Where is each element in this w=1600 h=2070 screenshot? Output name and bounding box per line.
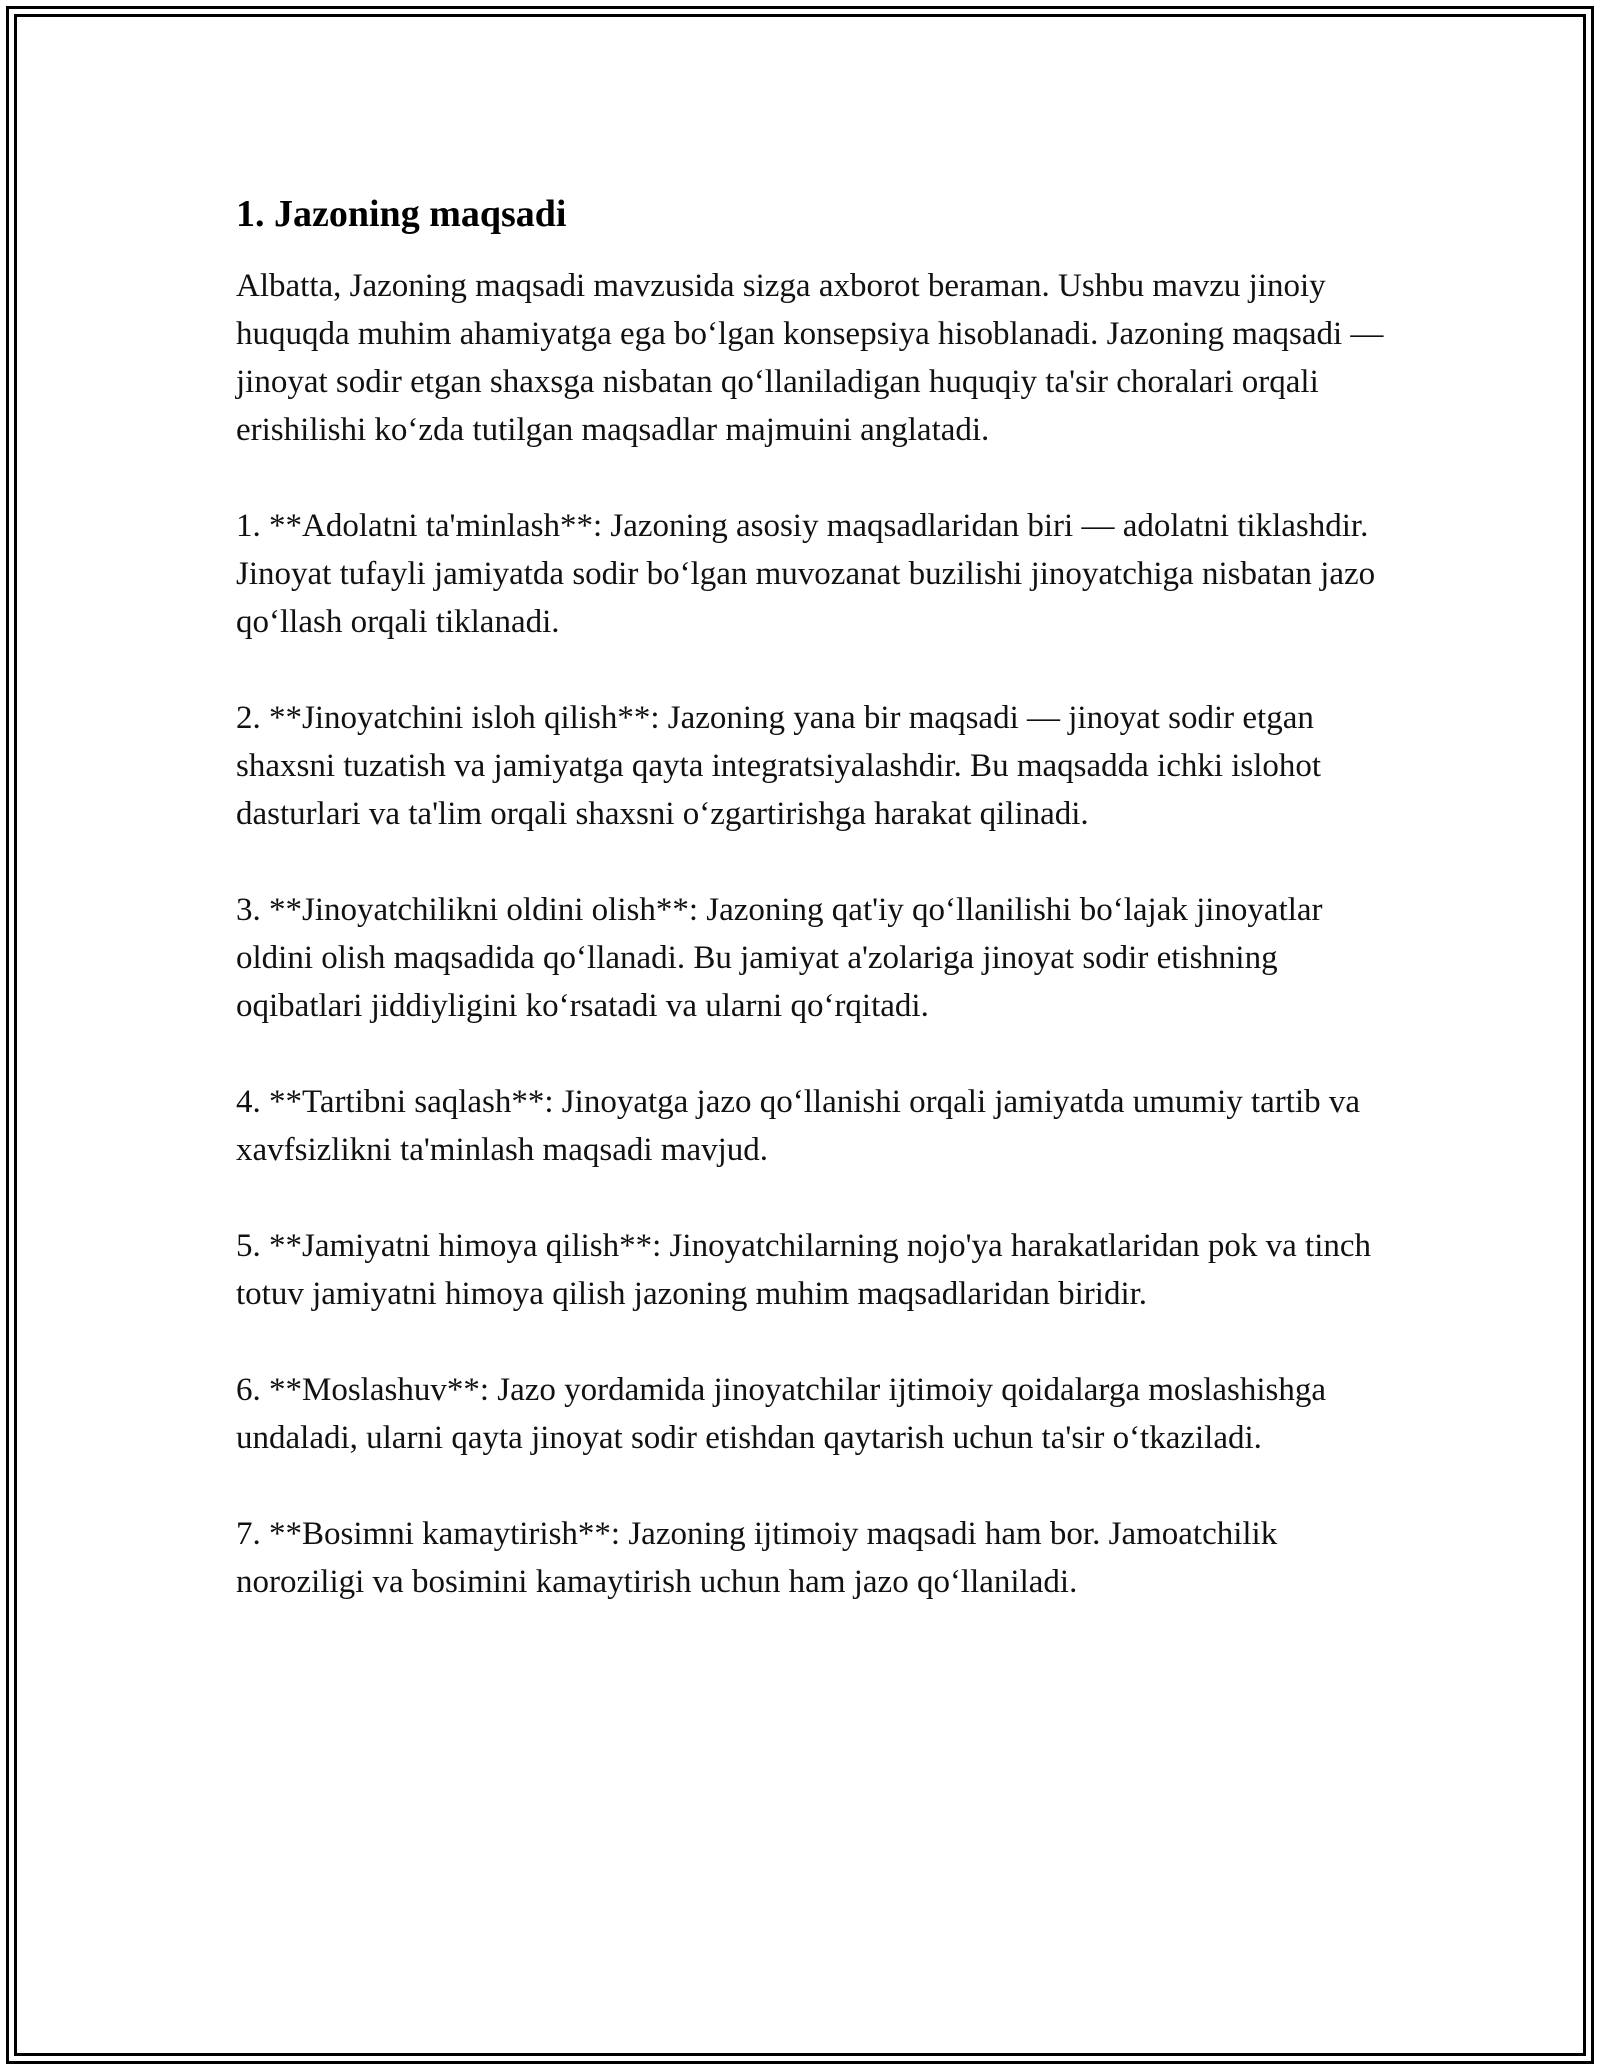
list-item: 3. **Jinoyatchilikni oldini olish**: Jazoning qat'iy qo‘llanilishi bo‘lajak jinoyatlar oldini olish maqsadida qo‘llanadi. Bu jamiyat a'zolariga jinoyat sodir etishning oqibatlari jiddiyligini ko‘rsatadi va ularni qo‘rqitadi. xyxy=(236,892,1323,1024)
list-item: 1. **Adolatni ta'minlash**: Jazoning asosiy maqsadlaridan biri — adolatni tiklashdir. Jinoyat tufayli jamiyatda sodir bo‘lgan muvozanat buzilishi jinoyatchiga nisbatan jazo qo‘llash orqali tiklanadi. xyxy=(236,508,1376,640)
list-item: 6. **Moslashuv**: Jazo yordamida jinoyatchilar ijtimoiy qoidalarga moslashishga undaladi, ularni qayta jinoyat sodir etishdan qaytarish uchun ta'sir o‘tkaziladi. xyxy=(236,1372,1327,1456)
intro-paragraph: Albatta, Jazoning maqsadi mavzusida sizga axborot beraman. Ushbu mavzu jinoiy huquqda muhim ahamiyatga ega bo‘lgan konsepsiya hisoblanadi. Jazoning maqsadi — jinoyat sodir etgan shaxsga nisbatan qo‘llaniladigan huquqiy ta'sir choralari orqali erishilishi ko‘zda tutilgan maqsadlar majmuini anglatadi. xyxy=(236,268,1384,448)
section-heading: 1. Jazoning maqsadi xyxy=(236,193,567,235)
list-item: 5. **Jamiyatni himoya qilish**: Jinoyatchilarning nojo'ya harakatlaridan pok va tinch totuv jamiyatni himoya qilish jazoning muhim maqsadlaridan biridir. xyxy=(236,1228,1372,1312)
list-item: 7. **Bosimni kamaytirish**: Jazoning ijtimoiy maqsadi ham bor. Jamoatchilik noroziligi va bosimini kamaytirish uchun ham jazo qo‘llaniladi. xyxy=(236,1516,1278,1600)
list-item: 2. **Jinoyatchini isloh qilish**: Jazoning yana bir maqsadi — jinoyat sodir etgan shaxsni tuzatish va jamiyatga qayta integratsiyalashdir. Bu maqsadda ichki islohot dasturlari va ta'lim orqali shaxsni o‘zgartirishga harakat qilinadi. xyxy=(236,700,1322,832)
list-item: 4. **Tartibni saqlash**: Jinoyatga jazo qo‘llanishi orqali jamiyatda umumiy tartib va xavfsizlikni ta'minlash maqsadi mavjud. xyxy=(236,1084,1361,1168)
document-body xyxy=(236,188,1386,1654)
